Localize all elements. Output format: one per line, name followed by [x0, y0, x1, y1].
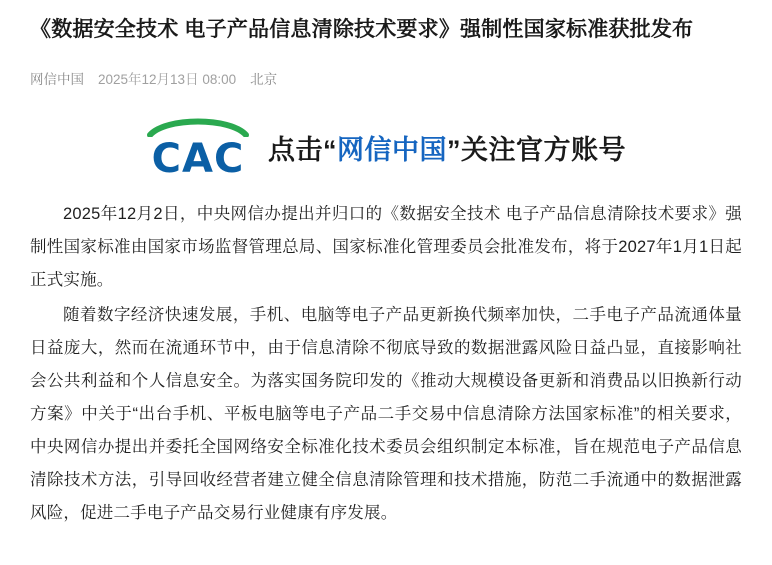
article-body — [30, 198, 742, 530]
cac-logo — [146, 115, 250, 182]
banner-lead-text: 点击“ — [268, 134, 337, 165]
article-meta — [30, 68, 742, 88]
meta-datetime: 2025年12月13日 08:00 — [98, 72, 237, 87]
meta-source[interactable]: 网信中国 — [30, 72, 84, 87]
meta-location: 北京 — [250, 72, 278, 87]
banner-highlight-text: 网信中国 — [337, 134, 447, 165]
follow-banner-text — [268, 128, 626, 167]
arc-icon — [146, 115, 250, 137]
article-paragraph: 随着数字经济快速发展，手机、电脑等电子产品更新换代频率加快，二手电子产品流通体量日益庞大，然而在流通环节中，由于信息清除不彻底导致的数据泄露风险日益凸显，直接影响社会公共利益和个人信息安全。为落实国务院印发的《推动大规模设备更新和消费品以旧换新行动方案》中关于“出台手机、平板电脑等电子产品二手交易中信息清除方法国家标准”的相关要求，中央网信办提出并委托全国网络安全标准化技术委员会组织制定本标准，旨在规范电子产品信息清除技术方法，引导回收经营者建立健全信息清除管理和技术措施，防范二手流通中的数据泄露风险，促进二手电子产品交易行业健康有序发展。 — [30, 306, 742, 522]
banner-trail-text: ”关注官方账号 — [447, 134, 626, 165]
cac-logo-text: CAC — [151, 136, 245, 182]
follow-banner[interactable] — [30, 112, 742, 182]
article-paragraph: 2025年12月2日，中央网信办提出并归口的《数据安全技术 电子产品信息清除技术要求》强制性国家标准由国家市场监督管理总局、国家标准化管理委员会批准发布，将于2027年1月1日起正式实施。 — [30, 205, 742, 289]
page-title: 《数据安全技术 电子产品信息清除技术要求》强制性国家标准获批发布 — [30, 18, 694, 41]
